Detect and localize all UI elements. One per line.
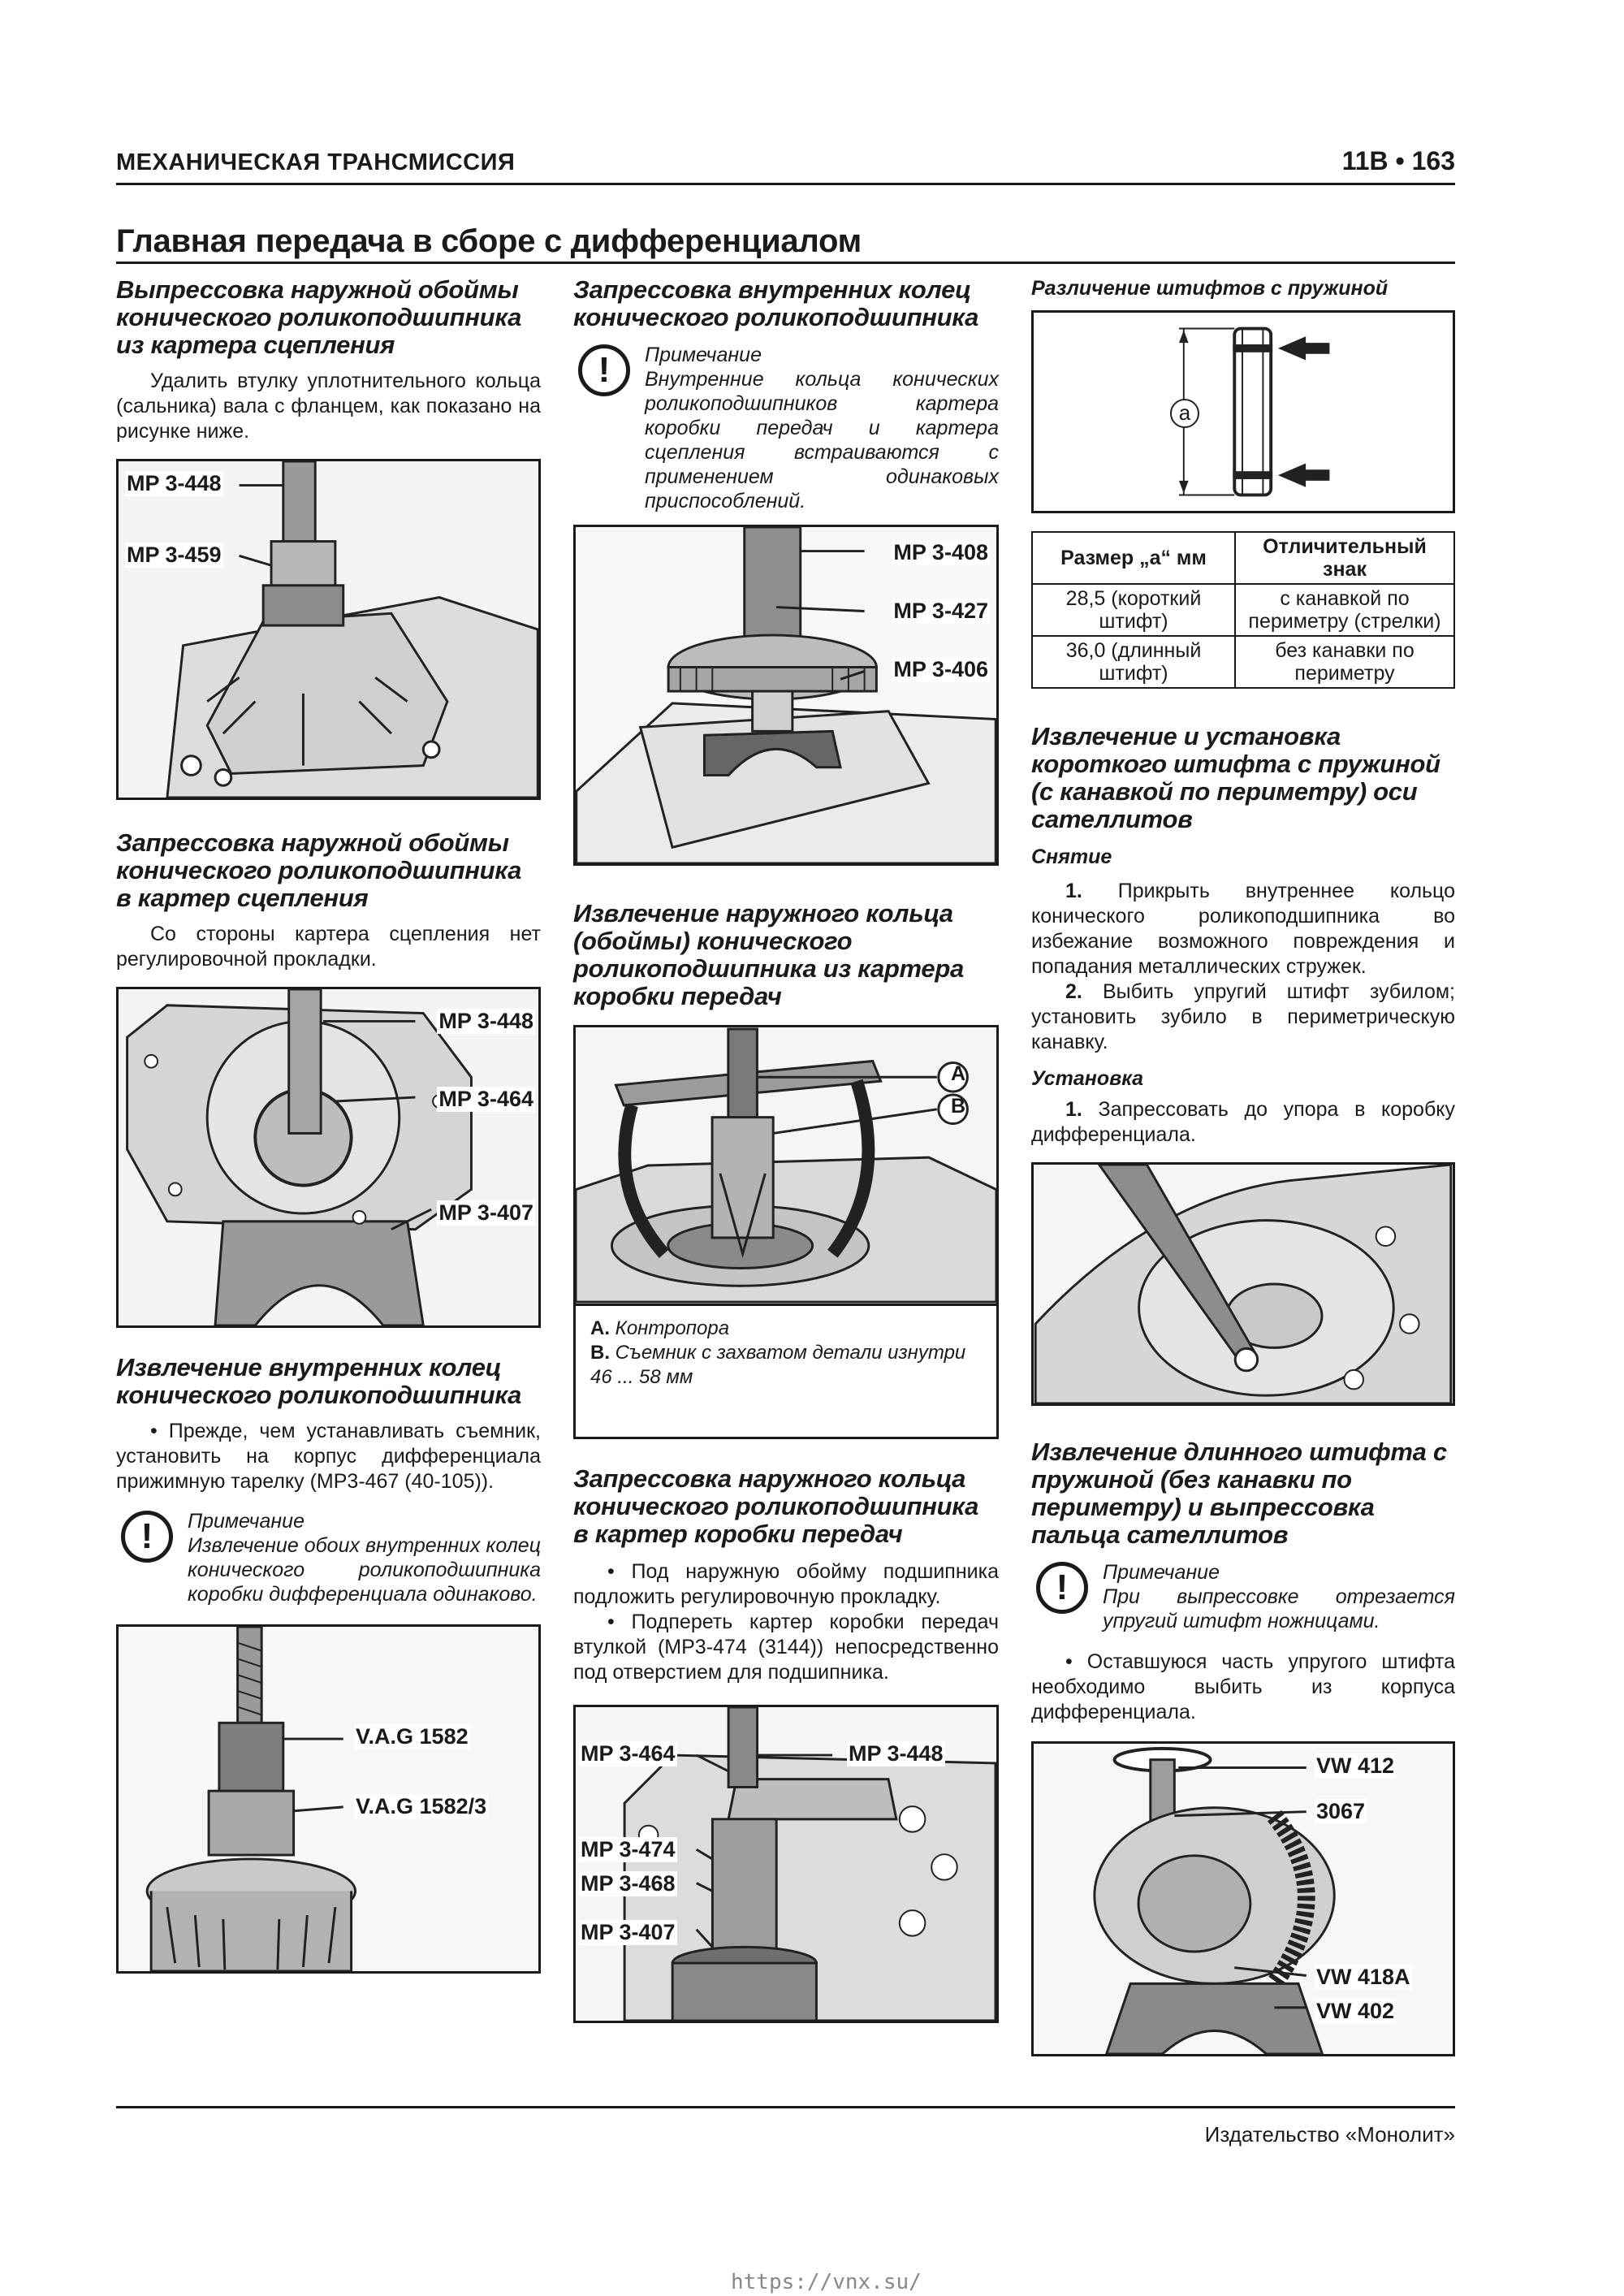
tool-label: VW 412 [1316,1753,1395,1778]
step-text: Прикрыть внутреннее кольцо конического роликоподшипника во избежание возможного повреждения и попадания металлических стружек. [1031,880,1455,978]
figure-gearbox-press [573,1705,999,2023]
caption-line [590,1341,987,1390]
running-header [116,146,1455,185]
running-title: МЕХАНИЧЕСКАЯ ТРАНСМИССИЯ [116,149,516,175]
note-title: Примечание [1103,1561,1220,1584]
tool-label: VW 418A [1316,1965,1410,1989]
heading-short-pin: Извлечение и установка короткого штифта с пружиной (с канавкой по периметру) оси сателлитов [1031,722,1440,833]
column-3 [1031,276,1455,2056]
table-row [1032,636,1454,688]
table-cell: 36,0 (длинный штифт) [1032,636,1235,688]
paragraph: Удалить втулку уплотнительного кольца (сальника) вала с фланцем, как показано на рисунке ниже. [116,370,541,443]
note-title: Примечание [645,344,762,366]
figure-title: Различение штифтов с пружиной [1031,277,1389,300]
tool-label: MP 3-474 [581,1837,676,1861]
tool-label: MP 3-448 [849,1741,944,1766]
tool-label: VW 402 [1316,1999,1395,2023]
footer-rule [116,2106,1455,2108]
warning-icon: ! [578,344,630,396]
tool-label: MP 3-448 [438,1009,533,1033]
tool-label: MP 3-407 [438,1200,533,1225]
note-text: Внутренние кольца конических роликоподшипников картера коробки передач и картера сцепления встраиваются с применением одинаковых приспособлений. [645,368,999,512]
tool-label: V.A.G 1582/3 [356,1794,487,1818]
note-block [1031,1560,1455,1633]
caption-divider [576,1304,996,1306]
table-header-row [1032,532,1454,584]
bullet-item: • Подпереть картер коробки передач втулкой (MP3-474 (3144)) непосредственно под отверстием для подшипника. [573,1611,999,1684]
heading-outer-race-removal: Выпрессовка наружной обоймы конического роликоподшипника из картера сцепления [116,275,522,359]
step-item [1031,1097,1455,1148]
table-header: Отличительный знак [1235,532,1454,584]
figure-outer-ring-puller [573,1025,999,1439]
figure-caption [590,1317,987,1390]
tool-label: 3067 [1316,1799,1366,1823]
callout-label: A [951,1062,966,1085]
tool-label: MP 3-464 [438,1087,533,1111]
table-cell: без канавки по периметру [1235,636,1454,688]
section-title: Главная передача в сборе с дифференциалом [116,223,1455,264]
caption-key: B. [590,1342,610,1364]
bullet-item: • Под наружную обойму подшипника подложить регулировочную прокладку. [573,1560,999,1608]
caption-text: Контропора [615,1317,730,1339]
caption-key: A. [590,1317,610,1339]
bearing-install-drawing-icon [119,989,538,1325]
step-text: Выбить упругий штифт зубилом; установить зубило в периметрическую канавку. [1031,980,1455,1053]
three-jaw-puller-drawing-icon [576,1027,996,1304]
caption-text: Съемник с захватом детали изнутри 46 ... 58 мм [590,1342,966,1388]
step-text: Запрессовать до упора в коробку дифференциала. [1031,1098,1455,1146]
figure-inner-race-press [573,525,999,866]
note-block [116,1509,541,1606]
step-item [1031,879,1455,979]
page-number: 11В • 163 [1341,146,1455,175]
step-item [1031,979,1455,1055]
note-block [573,343,999,513]
bullet-item: • Оставшуюся часть упругого штифта необходимо выбить из корпуса дифференциала. [1031,1650,1455,1723]
heading-inner-race-install: Запрессовка внутренних колец конического роликоподшипника [573,275,979,331]
figure-chisel [1031,1162,1455,1406]
bullet-item: • Прежде, чем устанавливать съемник, установить на корпус дифференциала прижимную тарелку (MP3-467 (40-105)). [116,1420,541,1493]
figure-inner-race-puller [116,1624,541,1974]
table-row [1032,584,1454,636]
bearing-press-drawing-icon [119,461,538,798]
tool-label: MP 3-407 [581,1920,676,1944]
tool-label: MP 3-448 [127,471,222,495]
warning-icon: ! [121,1511,173,1563]
tool-label: MP 3-468 [581,1871,676,1896]
subheading-removal: Снятие [1031,845,1112,868]
table-header: Размер „а“ мм [1032,532,1235,584]
heading-long-pin: Извлечение длинного штифта с пружиной (без канавки по периметру) и выпрессовка пальца сателлитов [1031,1438,1447,1549]
step-number: 1. [1065,880,1082,902]
dimension-label: a [1170,399,1199,428]
step-number: 2. [1065,980,1082,1003]
publisher: Издательство «Монолит» [1204,2122,1455,2147]
note-text: Извлечение обоих внутренних колец конического роликоподшипника коробки дифференциала одинаково. [188,1534,541,1606]
table-cell: 28,5 (короткий штифт) [1032,584,1235,636]
paragraph: Со стороны картера сцепления нет регулировочной прокладки. [116,923,541,971]
chisel-drawing-icon [1034,1165,1453,1403]
subheading-install: Установка [1031,1067,1144,1090]
heading-inner-race-removal: Извлечение внутренних колец конического роликоподшипника [116,1353,522,1409]
figure-differential-pin [1031,1741,1455,2056]
tool-label: MP 3-459 [127,543,222,567]
heading-outer-ring-install: Запрессовка наружного кольца конического роликоподшипника в картер коробки передач [573,1464,979,1548]
note-title: Примечание [188,1510,304,1533]
figure-clutch-housing-press [116,459,541,800]
table-cell: с канавкой по периметру (стрелки) [1235,584,1454,636]
tool-label: V.A.G 1582 [356,1724,469,1749]
tool-label: MP 3-408 [893,540,988,564]
caption-line [590,1317,987,1341]
figure-pin-comparison [1031,310,1455,513]
tool-label: MP 3-406 [893,657,988,681]
callout-label: B [951,1095,966,1118]
source-url[interactable]: https://vnx.su/ [731,2270,922,2294]
figure-clutch-housing-install [116,987,541,1328]
spring-pin-drawing-icon [1034,313,1453,511]
column-1 [116,276,541,1974]
pin-size-table [1031,531,1455,689]
step-number: 1. [1065,1098,1082,1121]
note-text: При выпрессовке отрезается упругий штифт ножницами. [1103,1585,1455,1632]
gear-press-drawing-icon [576,527,996,863]
tool-label: MP 3-427 [893,599,988,623]
heading-outer-ring-removal: Извлечение наружного кольца (обоймы) конического роликоподшипника из картера коробки передач [573,899,964,1010]
heading-outer-race-install: Запрессовка наружной обоймы конического роликоподшипника в картер сцепления [116,828,522,912]
warning-icon: ! [1036,1562,1088,1614]
column-2 [573,276,999,2023]
tool-label: MP 3-464 [581,1741,676,1766]
